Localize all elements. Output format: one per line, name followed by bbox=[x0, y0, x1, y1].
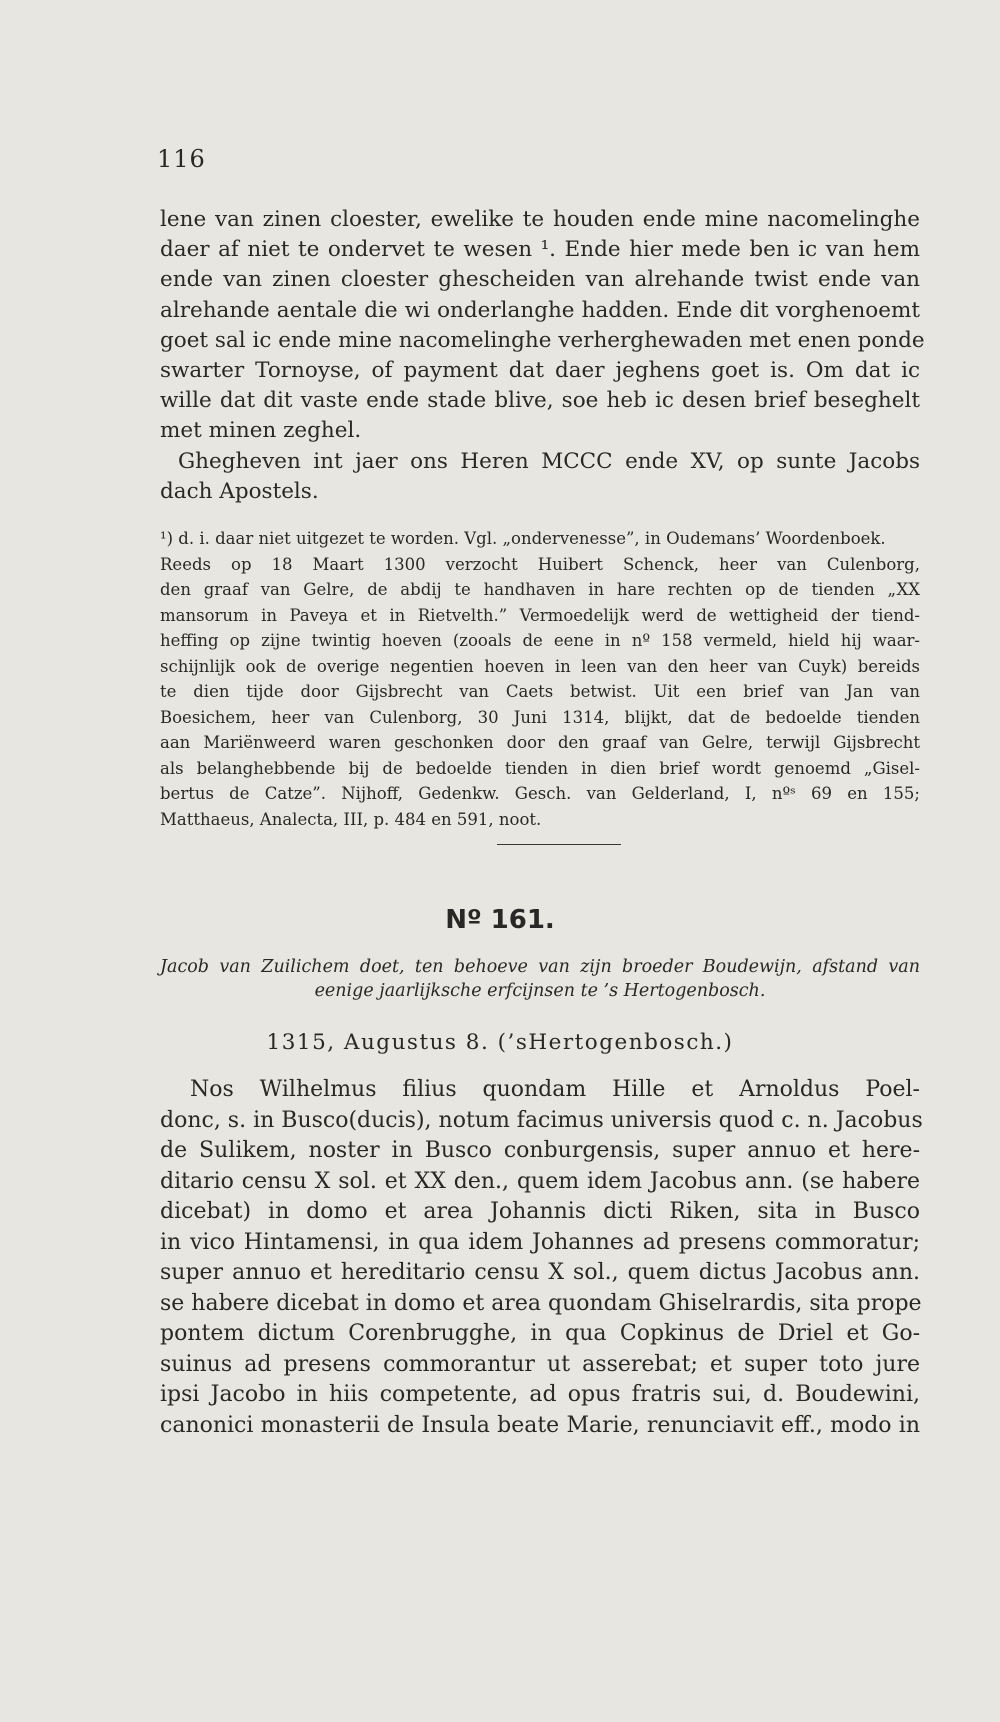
text-line: super annuo et hereditario censu X sol., quem dictus Jacobus ann. bbox=[160, 1260, 920, 1285]
latin-charter-text bbox=[160, 1075, 923, 1441]
text-line: Ghegheven int jaer ons Heren MCCC ende XV, op sunte Jacobs bbox=[178, 448, 920, 474]
footnote-line: Reeds op 18 Maart 1300 verzocht Huibert Schenck, heer van Culenborg, bbox=[160, 554, 920, 574]
text-line: dach Apostels. bbox=[160, 478, 319, 504]
document-number: Nº 161. bbox=[445, 905, 555, 935]
text-line: goet sal ic ende mine nacomelinghe verherghewaden met enen ponde bbox=[160, 327, 925, 353]
page-number: 116 bbox=[157, 145, 206, 173]
text-line: se habere dicebat in domo et area quondam Ghiselrardis, sita prope bbox=[160, 1290, 922, 1316]
dateline: 1315, Augustus 8. (’sHertogenbosch.) bbox=[266, 1030, 734, 1055]
text-line: suinus ad presens commorantur ut asserebat; et super toto jure bbox=[160, 1351, 920, 1377]
text-line: pontem dictum Corenbrugghe, in qua Copkinus de Driel et Go- bbox=[160, 1321, 920, 1346]
section-divider bbox=[497, 844, 621, 845]
text-line: alrehande aentale die wi onderlanghe hadden. Ende dit vorghenoemt bbox=[160, 297, 920, 323]
footnote-line: als belanghebbende bij de bedoelde tienden in dien brief wordt genoemd „Gisel- bbox=[160, 758, 920, 778]
text-line: donc, s. in Busco(ducis), notum facimus universis quod c. n. Jacobus bbox=[160, 1107, 923, 1133]
text-line: met minen zeghel. bbox=[160, 418, 362, 444]
charter-text bbox=[160, 205, 925, 507]
text-line: ende van zinen cloester ghescheiden van alrehande twist ende van bbox=[160, 267, 920, 293]
text-line: de Sulikem, noster in Busco conburgensis, super annuo et here- bbox=[160, 1138, 920, 1163]
document-summary bbox=[160, 955, 920, 1003]
footnote-line: aan Mariënweerd waren geschonken door den graaf van Gelre, terwijl Gijsbrecht bbox=[160, 733, 920, 752]
footnote-line: bertus de Catze”. Nijhoff, Gedenkw. Gesch. van Gelderland, I, nºˢ 69 en 155; bbox=[160, 784, 920, 803]
footnote-line: mansorum in Paveya et in Rietvelth.” Vermoedelijk werd de wettigheid der tiend- bbox=[160, 605, 920, 625]
summary-line: Jacob van Zuilichem doet, ten behoeve van zijn broeder Boudewijn, afstand van bbox=[160, 957, 920, 977]
text-line: ipsi Jacobo in hiis competente, ad opus fratris sui, d. Boudewini, bbox=[160, 1382, 920, 1407]
text-line: lene van zinen cloester, ewelike te houden ende mine nacomelinghe bbox=[160, 207, 920, 232]
text-line: canonici monasterii de Insula beate Marie, renunciavit eff., modo in bbox=[160, 1412, 920, 1438]
footnotes bbox=[160, 526, 920, 832]
text-line: dicebat) in domo et area Johannis dicti Riken, sita in Busco bbox=[160, 1199, 920, 1224]
footnote-line: Boesichem, heer van Culenborg, 30 Juni 1314, blijkt, dat de bedoelde tienden bbox=[160, 707, 920, 727]
text-line: daer af niet te ondervet te wesen ¹. Ende hier mede ben ic van hem bbox=[160, 237, 920, 263]
text-line: ditario censu X sol. et XX den., quem idem Jacobus ann. (se habere bbox=[160, 1168, 920, 1194]
footnote-line: den graaf van Gelre, de abdij te handhaven in hare rechten op de tienden „XX bbox=[160, 580, 920, 599]
text-line: Nos Wilhelmus filius quondam Hille et Arnoldus Poel- bbox=[190, 1077, 920, 1102]
footnote-line: te dien tijde door Gijsbrecht van Caets betwist. Uit een brief van Jan van bbox=[160, 682, 920, 701]
text-line: in vico Hintamensi, in qua idem Johannes ad presens commoratur; bbox=[160, 1229, 920, 1255]
footnote-line: Matthaeus, Analecta, III, p. 484 en 591, noot. bbox=[160, 809, 542, 829]
footnote-line: heffing op zijne twintig hoeven (zooals de eene in nº 158 vermeld, hield hij waar- bbox=[160, 631, 920, 650]
text-line: wille dat dit vaste ende stade blive, soe heb ic desen brief beseghelt bbox=[160, 388, 920, 414]
text-line: swarter Tornoyse, of payment dat daer jeghens goet is. Om dat ic bbox=[160, 358, 920, 384]
footnote-line: schijnlijk ook de overige negentien hoeven in leen van den heer van Cuyk) bereids bbox=[160, 656, 920, 676]
summary-line: eenige jaarlijksche erfcijnsen te ’s Hertogenbosch. bbox=[314, 981, 766, 1001]
footnote-line: ¹) d. i. daar niet uitgezet te worden. Vgl. „ondervenesse”, in Oudemans’ Woordenboek. bbox=[160, 529, 886, 548]
